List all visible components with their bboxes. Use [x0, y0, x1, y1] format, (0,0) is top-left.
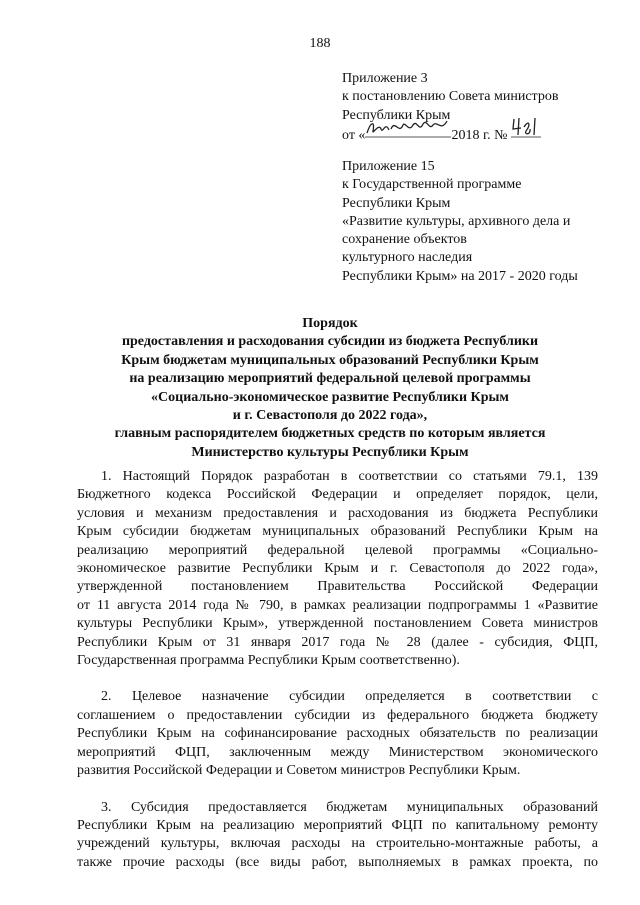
- paragraph-1: [77, 468, 598, 670]
- paragraph-line: от 11 августа 2014 года № 790, в рамках реализации подпрограммы 1 «Развитие: [77, 597, 598, 613]
- paragraph-line: утвержденной постановлением Правительства Российской Федерации: [77, 579, 598, 595]
- paragraph-line: Крым субсидии бюджетам муниципальных образований Республики Крым на: [77, 524, 598, 540]
- paragraph-line: Республики Крым на реализацию мероприятий ФЦП по капитальному ремонту: [77, 817, 598, 833]
- paragraph-line: Государственная программа Республики Крым соответственно).: [77, 653, 460, 669]
- appendix-3-line: Республики Крым: [342, 107, 451, 123]
- title-line: и г. Севастополя до 2022 года»,: [232, 408, 428, 424]
- handwritten-date-scribble: [365, 115, 451, 139]
- page-number: 188: [309, 36, 331, 51]
- appendix-15-line: Приложение 15: [342, 159, 435, 174]
- paragraph-line: реализацию мероприятий федеральной целевой программы «Социально-: [77, 542, 598, 558]
- appendix-15-line: Республики Крым: [342, 195, 451, 211]
- appendix-3-date-line: [342, 125, 632, 145]
- title-line: главным распорядителем бюджетных средств по которым является: [114, 426, 546, 442]
- appendix-15-line: к Государственной программе: [342, 177, 522, 193]
- paragraph-line: 2. Целевое назначение субсидии определяется в соответствии с: [101, 689, 598, 705]
- paragraph-line: Республики Крым на софинансирование расходных обязательств по реализации: [77, 726, 598, 742]
- paragraph-line: культуры Республики Крым», утвержденной постановлением Совета министров: [77, 616, 598, 632]
- title-line: «Социально-экономическое развитие Республики Крым: [151, 389, 509, 405]
- appendix-3-line: к постановлению Совета министров: [342, 89, 559, 105]
- handwritten-number-scribble: [511, 115, 541, 139]
- paragraph-line: Республики Крым от 31 января 2017 года № 28 (далее - субсидия, ФЦП,: [77, 634, 598, 650]
- handwritten-date: [365, 125, 451, 139]
- paragraph-line: также прочие расходы (все виды работ, выполняемых в рамках проекта, по: [77, 854, 598, 870]
- document-body: [77, 468, 598, 890]
- date-prefix: от «: [342, 127, 366, 143]
- appendix-15-line: культурного наследия: [342, 250, 473, 266]
- appendix-15-header: [342, 158, 632, 286]
- paragraph-line: Бюджетного кодекса Российской Федерации и определяет порядок, цели,: [77, 487, 598, 503]
- paragraph-line: экономическое развитие Республики Крым и г. Севастополя до 2022 года»,: [77, 561, 598, 577]
- paragraph-line: учреждений культуры, включая расходы на строительно-монтажные работы, а: [77, 836, 598, 852]
- appendix-3-line: Приложение 3: [342, 71, 428, 86]
- paragraph-2: [77, 688, 598, 780]
- appendix-3-header: [342, 70, 632, 145]
- appendix-15-line: Республики Крым» на 2017 - 2020 годы: [342, 268, 578, 284]
- paragraph-line: развития Российской Федерации и Советом министров Республики Крым.: [77, 763, 521, 779]
- paragraph-line: 3. Субсидия предоставляется бюджетам муниципальных образований: [101, 799, 598, 815]
- paragraph-line: условия и механизм предоставления и расходования из бюджета Республики: [77, 505, 598, 521]
- paragraph-line: 1. Настоящий Порядок разработан в соответствии со статьями 79.1, 139: [101, 469, 598, 484]
- appendix-15-line: сохранение объектов: [342, 232, 467, 248]
- title-line: Министерство культуры Республики Крым: [191, 444, 469, 460]
- title-line: Порядок: [302, 316, 358, 331]
- appendix-15-line: «Развитие культуры, архивного дела и: [342, 213, 571, 229]
- title-line: предоставления и расходования субсидии из бюджета Республики: [121, 334, 539, 350]
- paragraph-line: соглашением о предоставлении субсидии из федерального бюджета бюджету: [77, 707, 598, 723]
- date-suffix: 2018 г. №: [451, 127, 508, 143]
- handwritten-number: [511, 125, 541, 139]
- paragraph-line: мероприятий ФЦП, заключенным между Министерством экономического: [77, 744, 598, 760]
- title-line: на реализацию мероприятий федеральной целевой программы: [129, 371, 531, 387]
- title-line: Крым бюджетам муниципальных образований Республики Крым: [121, 352, 539, 368]
- paragraph-3: [77, 799, 598, 873]
- document-title: [60, 315, 600, 462]
